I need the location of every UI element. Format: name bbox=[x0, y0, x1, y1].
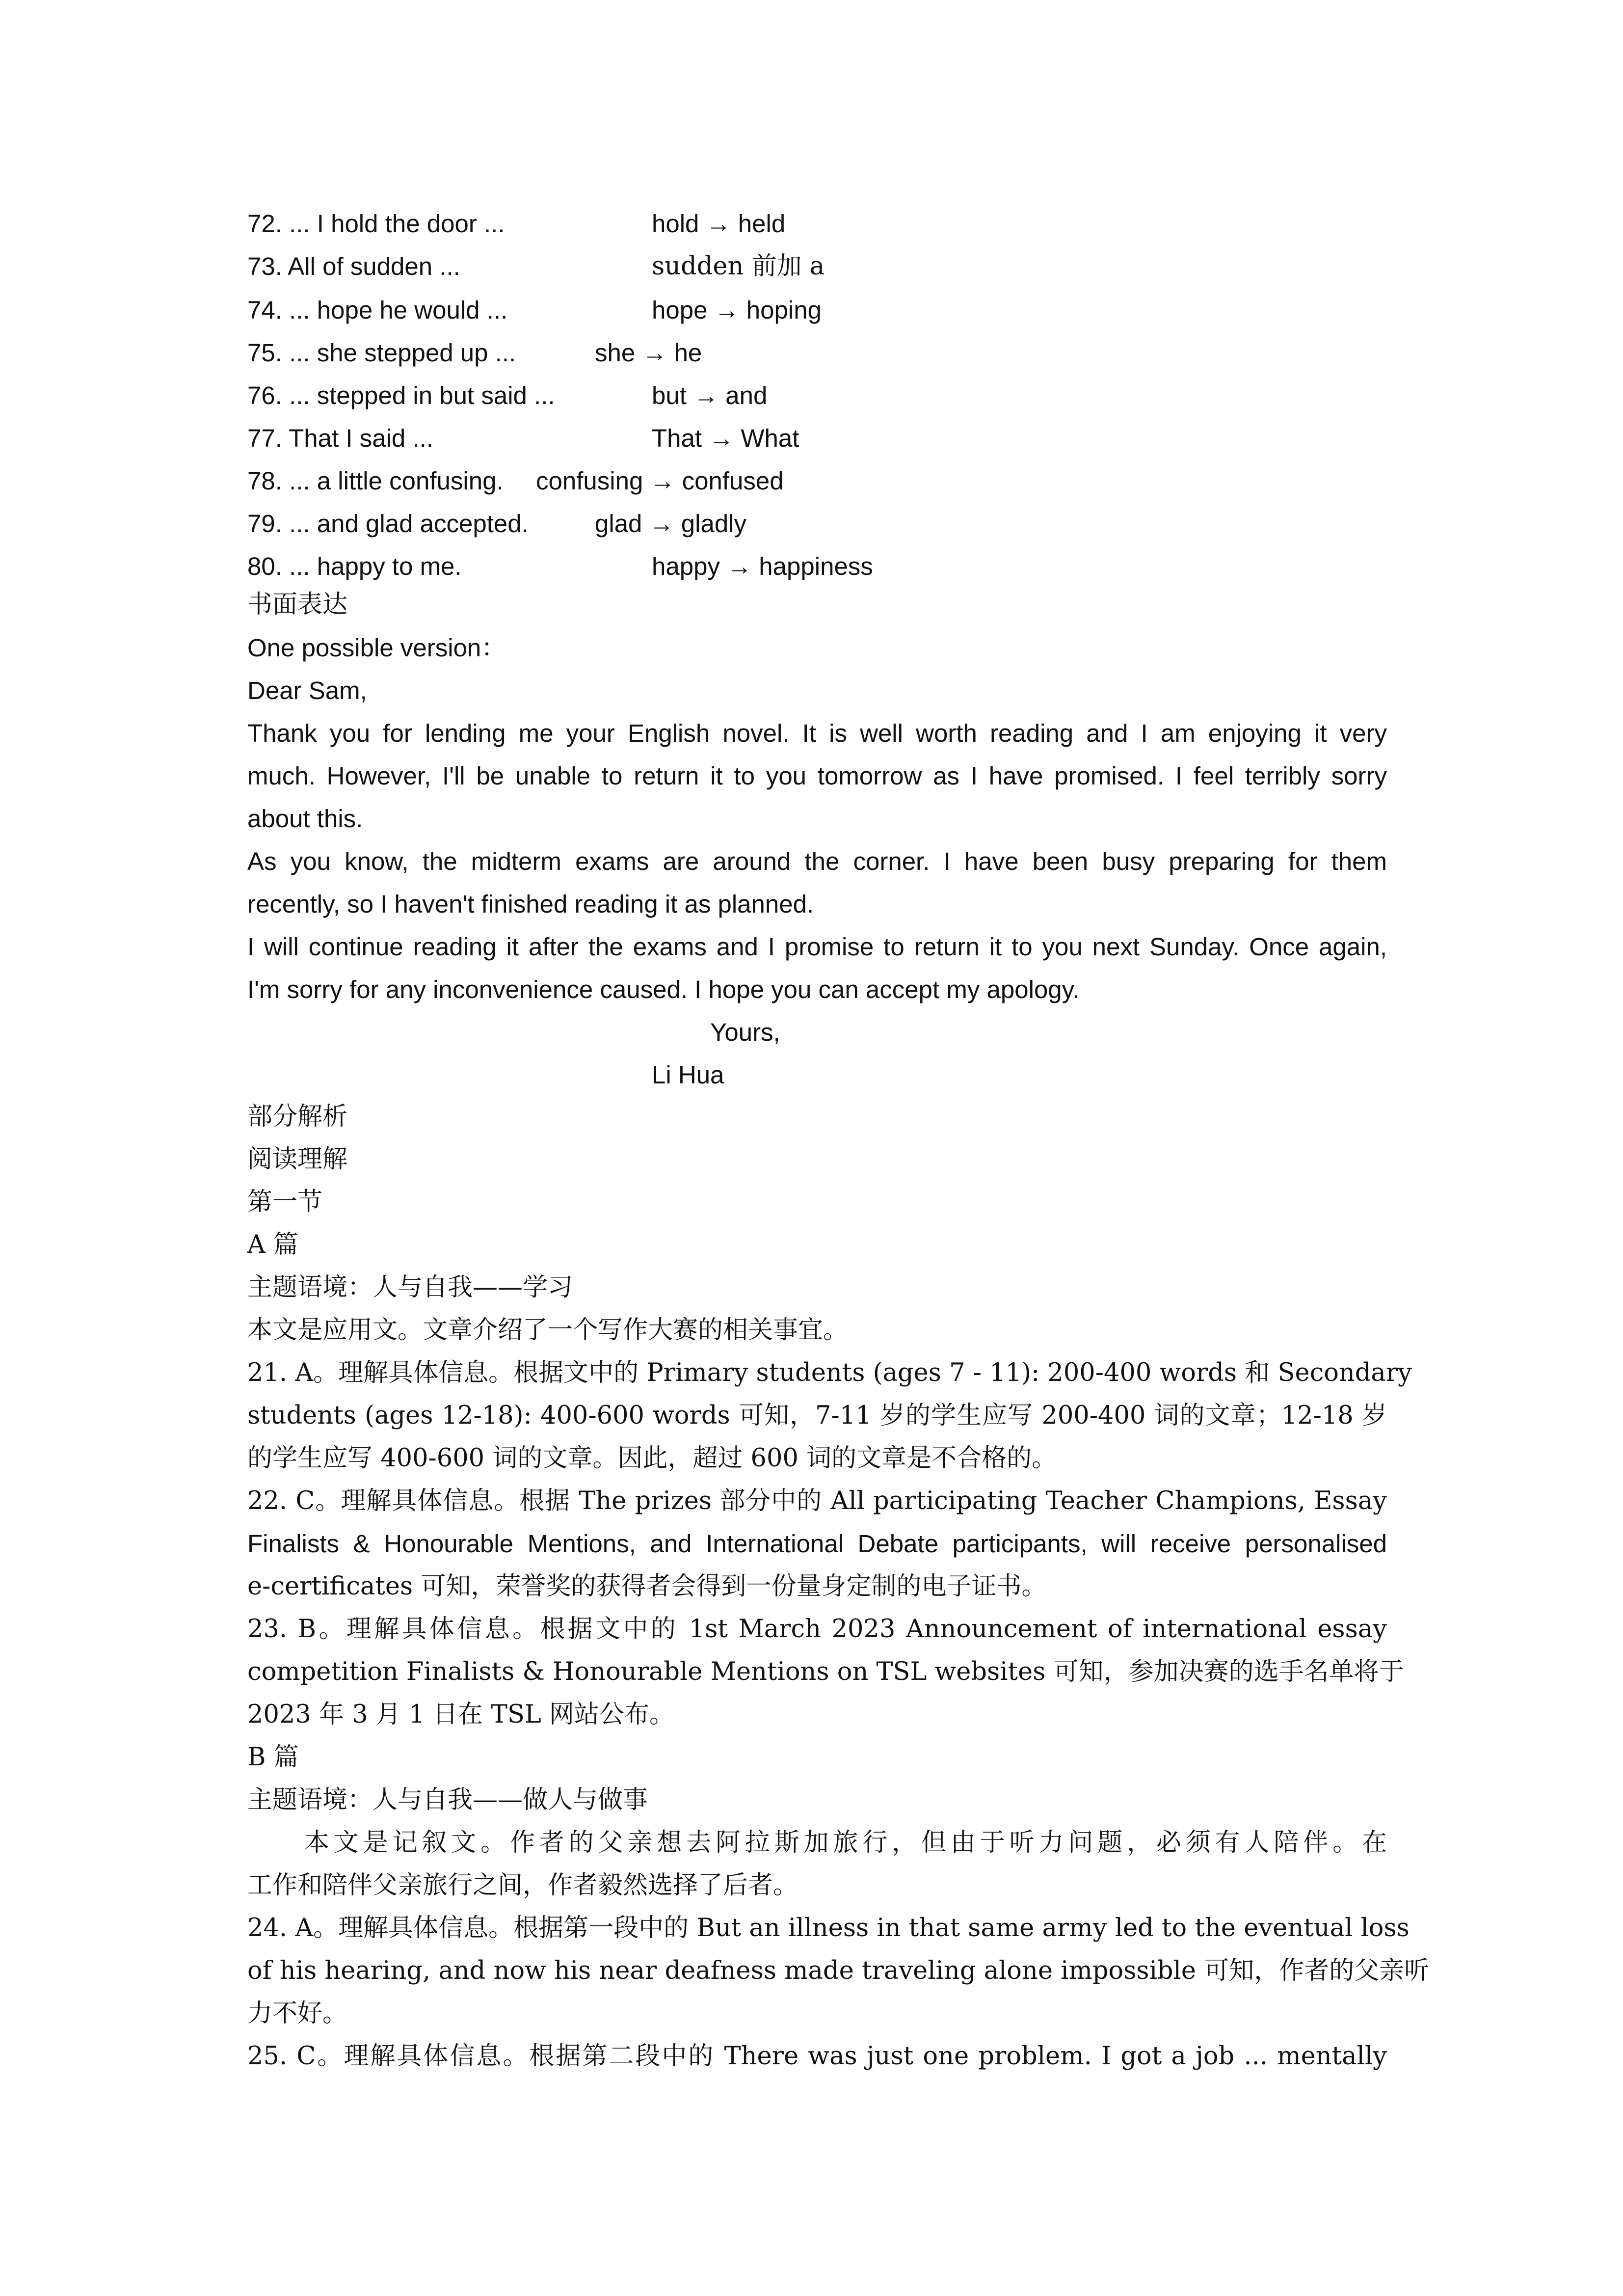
analysis-part-title: 第一节 bbox=[247, 1188, 323, 1216]
answer-21-line: 的学生应写 400-600 词的文章。因此，超过 600 词的文章是不合格的。 bbox=[247, 1444, 1057, 1473]
correction-73-sentence: 73. All of sudden ... bbox=[247, 252, 460, 280]
letter-line: I'm sorry for any inconvenience caused. I hope you can accept my apology. bbox=[247, 975, 1080, 1003]
letter-line: about this. bbox=[247, 805, 363, 833]
writing-heading: 书面表达 bbox=[247, 590, 348, 619]
correction-79-sentence: 79. ... and glad accepted. bbox=[247, 510, 529, 538]
passage-a-summary: 本文是应用文。文章介绍了一个写作大赛的相关事宜。 bbox=[247, 1316, 849, 1345]
correction-75-fix: she → he bbox=[595, 339, 702, 367]
passage-b-summary-line: 工作和陪伴父亲旅行之间，作者毅然选择了后者。 bbox=[247, 1871, 798, 1900]
writing-intro: One possible version： bbox=[247, 634, 506, 662]
correction-78-fix: confusing → confused bbox=[536, 467, 784, 495]
passage-b-label: B 篇 bbox=[247, 1743, 299, 1772]
passage-b-summary-line: 本文是记叙文。作者的父亲想去阿拉斯加旅行，但由于听力问题，必须有人陪伴。在 bbox=[304, 1828, 1387, 1857]
answer-22-line: e-certificates 可知，荣誉奖的获得者会得到一份量身定制的电子证书。 bbox=[247, 1572, 1047, 1601]
letter-line: I will continue reading it after the exams and I promise to return it to you next Sunday. Once again, bbox=[247, 933, 1387, 961]
correction-76-sentence: 76. ... stepped in but said ... bbox=[247, 381, 555, 409]
letter-salutation: Dear Sam, bbox=[247, 676, 367, 704]
answer-24-line: 力不好。 bbox=[247, 1999, 348, 2028]
letter-line: recently, so I haven't finished reading it as planned. bbox=[247, 890, 814, 918]
correction-76-fix: but → and bbox=[652, 381, 768, 409]
analysis-heading: 部分解析 bbox=[247, 1102, 348, 1131]
correction-78-sentence: 78. ... a little confusing. bbox=[247, 467, 504, 495]
letter-closing: Yours, bbox=[710, 1018, 780, 1046]
answer-23-line: 23. B。理解具体信息。根据文中的 1st March 2023 Announcement of international essay bbox=[247, 1615, 1387, 1644]
correction-80-fix: happy → happiness bbox=[652, 552, 873, 580]
correction-75-sentence: 75. ... she stepped up ... bbox=[247, 339, 516, 367]
answer-21-line: 21. A。理解具体信息。根据文中的 Primary students (ages 7 - 11): 200-400 words 和 Secondary bbox=[247, 1358, 1412, 1387]
answer-23-line: 2023 年 3 月 1 日在 TSL 网站公布。 bbox=[247, 1700, 674, 1729]
correction-80-sentence: 80. ... happy to me. bbox=[247, 552, 462, 580]
correction-77-sentence: 77. That I said ... bbox=[247, 424, 433, 452]
passage-a-theme: 主题语境：人与自我——学习 bbox=[247, 1273, 573, 1302]
letter-line: much. However, I'll be unable to return it to you tomorrow as I have promised. I feel terribly sorry bbox=[247, 762, 1387, 790]
correction-77-fix: That → What bbox=[652, 424, 799, 452]
answer-21-line: students (ages 12-18): 400-600 words 可知，7-11 岁的学生应写 200-400 词的文章；12-18 岁 bbox=[247, 1401, 1387, 1430]
letter-signature: Li Hua bbox=[652, 1061, 724, 1089]
letter-line: Thank you for lending me your English novel. It is well worth reading and I am enjoying it very bbox=[247, 719, 1387, 747]
correction-74-fix: hope → hoping bbox=[652, 296, 822, 324]
answer-22-line: Finalists & Honourable Mentions, and International Debate participants, will receive personalised bbox=[247, 1530, 1387, 1558]
passage-b-theme: 主题语境：人与自我——做人与做事 bbox=[247, 1785, 648, 1814]
analysis-section-title: 阅读理解 bbox=[247, 1145, 348, 1174]
answer-23-line: competition Finalists & Honourable Mentions on TSL websites 可知，参加决赛的选手名单将于 bbox=[247, 1657, 1404, 1686]
correction-79-fix: glad → gladly bbox=[595, 510, 747, 538]
answer-25-line: 25. C。理解具体信息。根据第二段中的 There was just one problem. I got a job ... mentally bbox=[247, 2042, 1387, 2071]
correction-74-sentence: 74. ... hope he would ... bbox=[247, 296, 508, 324]
letter-line: As you know, the midterm exams are around the corner. I have been busy preparing for them bbox=[247, 847, 1387, 875]
passage-a-label: A 篇 bbox=[247, 1230, 299, 1259]
correction-73-fix: sudden 前加 a bbox=[652, 252, 825, 281]
answer-22-line: 22. C。理解具体信息。根据 The prizes 部分中的 All participating Teacher Champions, Essay bbox=[247, 1486, 1387, 1515]
answer-24-line: of his hearing, and now his near deafness made traveling alone impossible 可知，作者的父亲听 bbox=[247, 1956, 1430, 1985]
correction-72-sentence: 72. ... I hold the door ... bbox=[247, 210, 505, 238]
correction-72-fix: hold → held bbox=[652, 210, 786, 238]
answer-24-line: 24. A。理解具体信息。根据第一段中的 But an illness in that same army led to the eventual loss bbox=[247, 1914, 1410, 1943]
